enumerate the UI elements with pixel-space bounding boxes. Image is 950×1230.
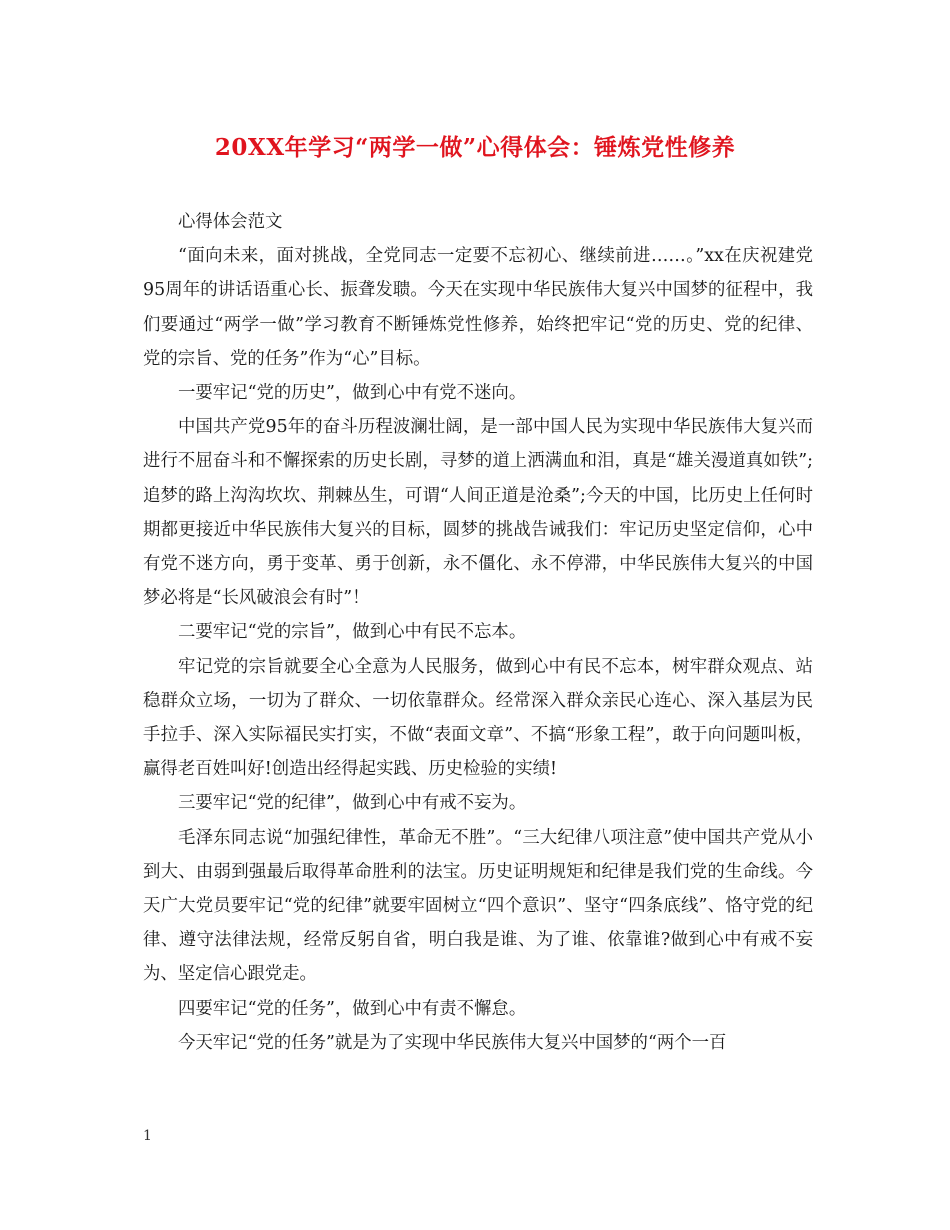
- paragraph: “面向未来，面对挑战，全党同志一定要不忘初心、继续前进……。”xx在庆祝建党95周年的讲话语重心长、振聋发聩。今天在实现中华民族伟大复兴中国梦的征程中，我们要通过“两学一做”学习教育不断锤炼党性修养，始终把牢记“党的历史、党的纪律、党的宗旨、党的任务”作为“心”目标。: [143, 246, 813, 369]
- paragraph: 心得体会范文: [178, 212, 283, 232]
- paragraph: 今天牢记“党的任务”就是为了实现中华民族伟大复兴中国梦的“两个一百: [178, 1032, 727, 1053]
- paragraph: 中国共产党95年的奋斗历程波澜壮阔，是一部中国人民为实现中华民族伟大复兴而进行不屈奋斗和不懈探索的历史长剧，寻梦的道上洒满血和泪，真是“雄关漫道真如铁”;追梦的路上沟沟坎坎、荆棘丛生，可谓“人间正道是沧桑”;今天的中国，比历史上任何时期都更接近中华民族伟大复兴的目标，圆梦的挑战告诫我们：牢记历史坚定信仰，心中有党不迷方向，勇于变革、勇于创新，永不僵化、永不停滞，中华民族伟大复兴的中国梦必将是“长风破浪会有时”！: [143, 417, 813, 609]
- paragraph: 牢记党的宗旨就要全心全意为人民服务，做到心中有民不忘本，树牢群众观点、站稳群众立场，一切为了群众、一切依靠群众。经常深入群众亲民心连心、深入基层为民手拉手、深入实际福民实打实，不做“表面文章”、不搞“形象工程”，敢于向问题叫板，赢得老百姓叫好!创造出经得起实践、历史检验的实绩!: [143, 656, 813, 780]
- document-title: 20XX年学习“两学一做”心得体会：锤炼党性修养: [214, 134, 736, 161]
- page-number: 1: [143, 1128, 152, 1144]
- paragraph: 毛泽东同志说“加强纪律性，革命无不胜”。“三大纪律八项注意”使中国共产党从小到大、由弱到强最后取得革命胜利的法宝。历史证明规矩和纪律是我们党的生命线。今天广大党员要牢记“党的纪律”就要牢固树立“四个意识”、坚守“四条底线”、恪守党的纪律、遵守法律法规，经常反躬自省，明白我是谁、为了谁、依靠谁?做到心中有戒不妄为、坚定信心跟党走。: [143, 827, 813, 985]
- section-heading: 二要牢记“党的宗旨”，做到心中有民不忘本。: [178, 622, 527, 643]
- section-heading: 三要牢记“党的纪律”，做到心中有戒不妄为。: [178, 793, 527, 814]
- document-body: [143, 205, 813, 1060]
- section-heading: 四要牢记“党的任务”，做到心中有责不懈怠。: [178, 998, 527, 1019]
- section-heading: 一要牢记“党的历史”，做到心中有党不迷向。: [178, 383, 527, 404]
